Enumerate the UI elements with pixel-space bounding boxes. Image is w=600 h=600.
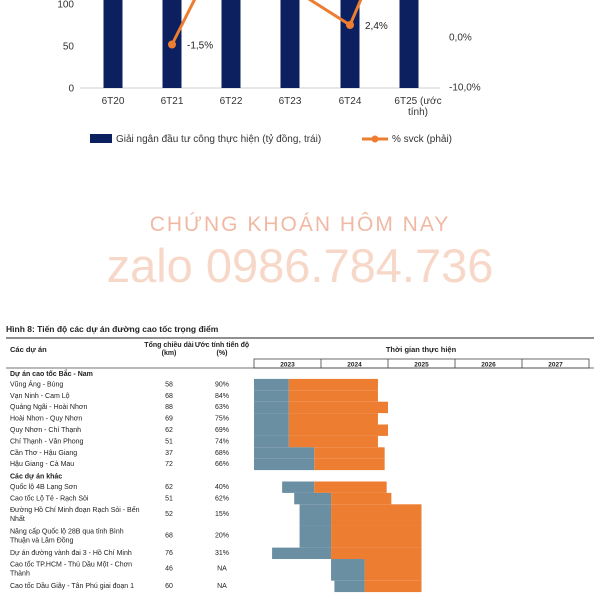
header-timeline: Thời gian thực hiện [385,345,457,354]
point-6T21 [168,41,176,49]
project-name-1-3-1: Thuận và Lâm Đồng [10,537,74,545]
x-tick-6T21-0: 6T21 [160,96,184,107]
project-progress-1-5: NA [217,565,227,573]
bar-done-1-0 [282,482,314,493]
bar-6T25 (ước tính) [400,0,419,88]
left-axis-ticks [57,0,74,95]
bar-6T20 [104,0,123,88]
bar-remaining-1-1 [331,493,391,504]
bar-remaining-0-6 [314,447,384,458]
project-progress-1-3: 20% [214,532,230,540]
x-tick-6T22-0: 6T22 [219,96,243,107]
bar-remaining-1-6 [365,581,422,592]
header-length: Tổng chiều dài (km) [144,342,194,357]
left-tick-0: 0 [68,83,74,95]
figure-title: Hình 8: Tiến độ các dự án đường cao tốc trọng điểm [6,324,219,334]
project-length-0-7: 72 [165,461,173,469]
x-tick-6T25 (ước tính)-1: tính) [407,107,429,118]
bar-done-0-4 [254,425,289,436]
project-length-0-2: 88 [165,404,173,412]
left-tick-50: 50 [62,41,74,53]
project-length-1-3: 68 [165,532,173,540]
bar-remaining-0-2 [289,402,388,413]
project-length-1-1: 51 [165,495,173,503]
project-progress-1-1: 62% [214,495,230,503]
project-length-1-4: 76 [165,550,173,558]
right-tick-0,0%: 0,0% [449,32,472,44]
expressway-gantt [0,336,600,600]
investment-chart [0,0,600,160]
project-name-1-2-0: Đường Hồ Chí Minh đoạn Rạch Sỏi - Bến [10,506,140,514]
header-project: Các dự án [10,345,47,354]
bar-6T22 [222,0,241,88]
point-6T24 [346,21,354,29]
left-tick-100: 100 [57,0,74,11]
project-length-0-6: 37 [165,449,173,457]
x-tick-6T23-0: 6T23 [278,96,302,107]
x-tick-6T24-0: 6T24 [338,96,362,107]
bar-remaining-0-5 [289,436,378,447]
legend-line-label: % svck (phải) [392,134,453,145]
project-progress-0-1: 84% [214,392,230,400]
bar-remaining-1-0 [314,482,386,493]
bar-remaining-1-2 [331,504,421,526]
x-tick-6T20-0: 6T20 [101,96,125,107]
year-2025: 2025 [414,361,429,369]
year-2023: 2023 [280,361,295,369]
bar-done-1-1 [294,493,331,504]
legend [90,133,452,145]
bar-done-0-0 [254,379,289,390]
bar-done-0-1 [254,390,289,401]
right-axis-ticks [449,33,481,94]
project-name-0-0-0: Vũng Áng - Bùng [10,381,64,389]
legend-bar-swatch [90,134,112,143]
project-name-1-0-0: Quốc lộ 4B Lạng Sơn [10,484,78,491]
project-name-1-1-0: Cao tốc Lộ Tẻ - Rạch Sỏi [10,495,89,503]
watermark-line-2: zalo 0986.784.736 [106,239,494,292]
project-progress-1-4: 31% [214,550,230,558]
project-length-0-4: 62 [165,427,173,434]
bar-done-1-5 [331,559,365,581]
project-name-0-6-0: Cần Thơ - Hậu Giang [10,449,78,457]
project-progress-1-2: 15% [214,510,230,518]
project-length-0-0: 58 [165,381,173,389]
project-length-0-5: 51 [165,438,173,446]
bar-done-0-7 [254,459,314,470]
project-progress-1-6: NA [217,583,227,591]
bar-remaining-1-3 [331,526,421,548]
bar-remaining-1-4 [331,548,421,559]
bar-done-1-3 [300,526,331,548]
year-header [6,359,594,369]
project-progress-0-7: 66% [214,461,230,469]
project-length-1-2: 52 [165,510,173,518]
bar-done-0-5 [254,436,289,447]
project-name-1-3-0: Nâng cấp Quốc lộ 28B qua tỉnh Bình [10,528,124,536]
project-progress-0-5: 74% [214,438,230,446]
bar-done-0-2 [254,402,289,413]
legend-bar-label: Giải ngân đầu tư công thực hiện (tỷ đồng, trái) [116,134,322,145]
project-name-1-5-1: Thành [10,570,30,578]
project-name-0-7-0: Hậu Giang - Cà Mau [10,461,75,469]
bar-remaining-0-3 [289,413,378,424]
project-progress-0-0: 90% [214,381,230,389]
project-name-0-3-0: Hoài Nhơn - Quy Nhơn [10,415,83,423]
bar-done-0-3 [254,413,289,424]
group-title-1: Các dự án khác [10,473,63,481]
data-label-6T24: 2,4% [365,21,388,32]
gantt-rows [10,369,422,592]
bar-done-0-6 [254,447,314,458]
project-name-1-5-0: Cao tốc TP.HCM - Thủ Dầu Một - Chơn [10,561,133,569]
watermark-line-1: CHỨNG KHOÁN HÔM NAY [149,213,451,236]
project-length-1-0: 62 [165,484,173,491]
project-name-1-6-0: Cao tốc Dầu Giây - Tân Phú giai đoạn 1 [10,583,135,591]
bar-remaining-0-1 [289,390,378,401]
project-name-0-5-0: Chí Thạnh - Vân Phong [10,438,84,446]
project-progress-0-3: 75% [214,415,230,423]
data-label-6T21: -1,5% [187,40,214,52]
project-name-0-2-0: Quảng Ngãi - Hoài Nhơn [10,404,88,412]
bar-done-1-4 [272,548,331,559]
year-2027: 2027 [548,361,563,369]
x-axis-ticks [102,96,442,118]
project-progress-0-6: 68% [214,449,230,457]
project-length-1-6: 60 [165,583,173,591]
project-length-0-3: 69 [165,415,173,423]
project-progress-0-2: 63% [214,404,230,412]
project-name-1-4-0: Dự án đường vành đai 3 - Hồ Chí Minh [10,550,132,558]
project-name-0-4-0: Quy Nhơn - Chí Thạnh [10,427,81,434]
project-length-1-5: 46 [165,565,173,573]
group-title-0: Dự án cao tốc Bắc - Nam [10,371,93,378]
bar-remaining-0-0 [289,379,378,390]
bar-6T23 [281,0,300,88]
year-2026: 2026 [481,361,496,369]
project-name-1-2-1: Nhất [10,515,25,523]
project-progress-0-4: 69% [214,427,230,434]
header-progress: Ước tính tiến độ (%) [194,342,250,357]
project-length-0-1: 68 [165,392,173,400]
bar-remaining-0-4 [289,425,388,436]
project-progress-1-0: 40% [214,484,230,491]
bar-done-1-2 [300,504,331,526]
legend-line-marker [372,136,379,143]
bars [104,0,419,88]
bar-remaining-0-7 [314,459,384,470]
bar-remaining-1-5 [365,559,422,581]
bar-done-1-6 [334,581,364,592]
right-tick--10,0%: -10,0% [449,82,481,94]
project-name-0-1-0: Vạn Ninh - Cam Lộ [10,392,70,400]
x-tick-6T25 (ước tính)-0: 6T25 (ước [394,96,442,107]
year-2024: 2024 [347,361,362,369]
